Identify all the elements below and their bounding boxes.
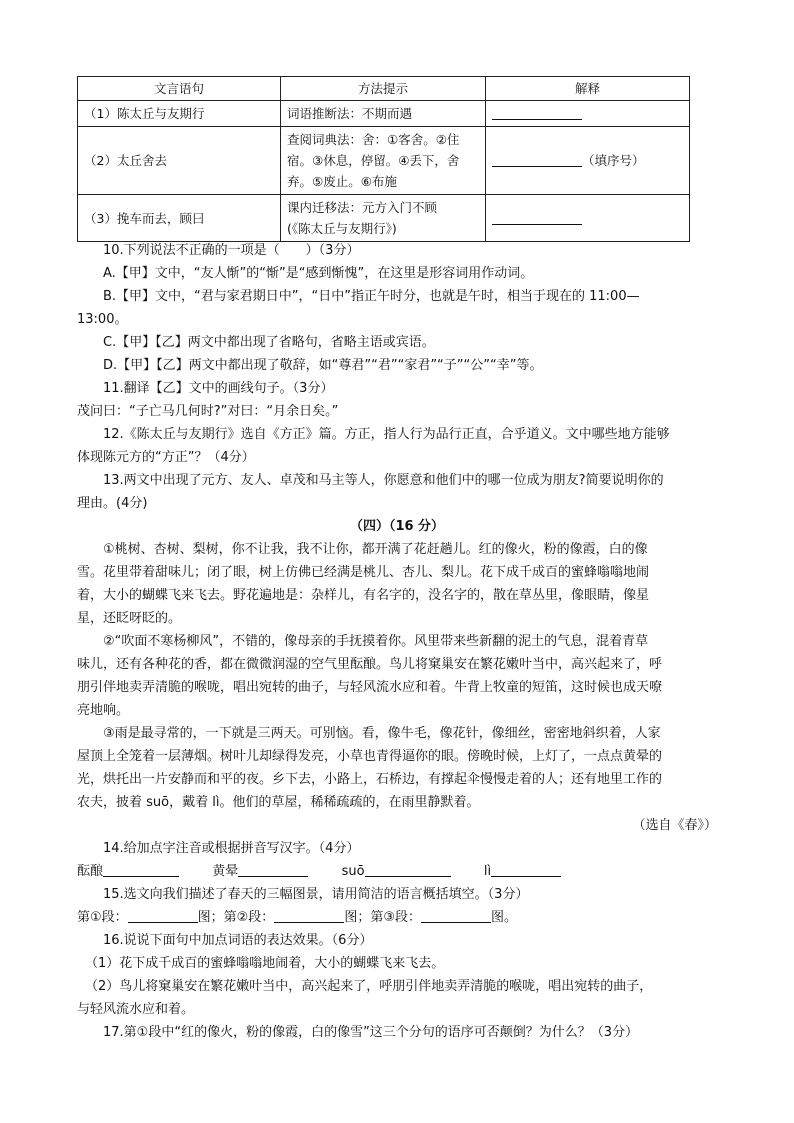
question-15: 15.选文向我们描述了春天的三幅图景，请用简洁的语言概括填空。（3分） xyxy=(103,887,529,902)
table-row xyxy=(78,195,690,242)
option-d: D.【甲】【乙】两文中都出现了敬辞，如“尊君”“君”“家君”“子”“公”“幸”等。 xyxy=(103,358,543,373)
table-header: 解释 xyxy=(486,77,690,101)
passage-line: 亮地响。 xyxy=(77,703,130,718)
question-15-fill xyxy=(77,907,717,929)
question-16: 16.说说下面句中加点词语的表达效果。（6分） xyxy=(103,933,373,948)
answer-blank[interactable] xyxy=(492,152,582,167)
passage-line: 味儿，还有各种花的香，都在微微润湿的空气里酝酿。鸟儿将窠巢安在繁花嫩叶当中，高兴起来了，呼 xyxy=(77,657,663,672)
answer-cell xyxy=(486,195,690,242)
option-b: B.【甲】文中，“君与家君期日中”，“日中”指正午时分，也就是午时，相当于现在的 11:00— xyxy=(103,289,640,304)
question-16-2-cont: 与轻风流水应和着。 xyxy=(77,1002,195,1017)
passage-line: 着，大小的蝴蝶飞来飞去。野花遍地是：杂样儿，有名字的，没名字的，散在草丛里，像眼睛，像星 xyxy=(77,588,650,603)
method-line: 宿。③休息，停留。④丢下，舍 xyxy=(287,153,460,168)
item-word: suō xyxy=(341,864,365,879)
question-16-1: （1）花下成千成百的蜜蜂嗡嗡地闹着，大小的蝴蝶飞来飞去。 xyxy=(85,956,445,971)
item-word: 酝酿 xyxy=(77,864,104,879)
fill-label: 第①段： xyxy=(77,910,128,925)
answer-blank[interactable] xyxy=(128,908,198,923)
table-row xyxy=(78,101,690,127)
answer-blank[interactable] xyxy=(365,862,451,877)
method-line: 查阅词典法：舍：①客舍。②住 xyxy=(287,132,460,147)
fill-label: 图。 xyxy=(490,910,517,925)
section-title: （四）（16 分） xyxy=(349,519,445,534)
method-line: 弃。⑤废止。⑥布施 xyxy=(287,174,397,189)
passage-line: 雪。花里带着甜味儿；闭了眼，树上仿佛已经满是桃儿、杏儿、梨儿。花下成千成百的蜜蜂嗡嗡地闹 xyxy=(77,565,650,580)
method-line: 课内迁移法：元方入门不顾 xyxy=(287,200,438,215)
item-word: lì xyxy=(483,864,492,879)
question-14: 14.给加点字注音或根据拼音写汉字。（4分） xyxy=(103,841,360,856)
question-16-2: （2）鸟儿将窠巢安在繁花嫩叶当中，高兴起来了，呼朋引伴地卖弄清脆的喉咙，唱出宛转的曲子， xyxy=(85,979,653,994)
option-c: C.【甲】【乙】两文中都出现了省略句，省略主语或宾语。 xyxy=(103,335,435,350)
question-11-text: 茂问曰：“子亡马几何时?”对曰：“月余日矣。” xyxy=(77,404,339,419)
answer-blank[interactable] xyxy=(492,105,582,120)
fill-label: 图；第②段： xyxy=(197,910,275,925)
passage-line: 农夫，披着 suō，戴着 lì。他们的草屋，稀稀疏疏的，在雨里静默着。 xyxy=(77,795,480,810)
option-b-cont: 13:00。 xyxy=(77,312,128,327)
table-header: 方法提示 xyxy=(281,77,486,101)
passage-line: ②“吹面不寒杨柳风”，不错的，像母亲的手抚摸着你。风里带来些新翻的泥土的气息，混着青草 xyxy=(103,634,649,649)
passage-line: ③雨是最寻常的，一下就是三两天。可别恼。看，像牛毛，像花针，像细丝，密密地斜织着，人家 xyxy=(103,726,661,741)
answer-blank[interactable] xyxy=(421,908,491,923)
phrase-cell: （1）陈太丘与友期行 xyxy=(78,101,281,127)
question-12: 12.《陈太丘与友期行》选自《方正》篇。方正，指人行为品行正直，合乎道义。文中哪些地方能够 xyxy=(103,427,670,442)
method-cell xyxy=(281,127,486,195)
vocab-table xyxy=(77,76,690,242)
table-row xyxy=(78,127,690,195)
phrase-cell: （3）挽车而去，顾曰 xyxy=(78,195,281,242)
passage-line: 屋顶上全笼着一层薄烟。树叶儿却绿得发亮，小草也青得逼你的眼。傍晚时候，上灯了，一点点黄晕的 xyxy=(77,749,663,764)
passage-line: 光，烘托出一片安静而和平的夜。乡下去，小路上，石桥边，有撑起伞慢慢走着的人；还有地里工作的 xyxy=(77,772,663,787)
item-word: 黄晕 xyxy=(212,864,239,879)
answer-cell xyxy=(486,127,690,195)
fill-label: 图；第③段： xyxy=(344,910,421,925)
passage-line: 朋引伴地卖弄清脆的喉咙，唱出宛转的曲子，与轻风流水应和着。牛背上牧童的短笛，这时候也成天嘹 xyxy=(77,680,663,695)
answer-cell xyxy=(486,101,690,127)
method-line: (《陈太丘与友期行》) xyxy=(287,221,397,236)
answer-blank[interactable] xyxy=(274,908,344,923)
answer-blank[interactable] xyxy=(491,862,561,877)
question-10: 10.下列说法不正确的一项是（ ）（3分） xyxy=(103,243,360,258)
question-13-cont: 理由。(4分) xyxy=(77,496,148,511)
answer-blank[interactable] xyxy=(103,862,179,877)
method-cell: 词语推断法：不期而遇 xyxy=(281,101,486,127)
question-14-items xyxy=(77,861,717,883)
answer-blank[interactable] xyxy=(492,210,582,225)
question-13: 13.两文中出现了元方、友人、卓茂和马主等人，你愿意和他们中的哪一位成为朋友?简要说明你的 xyxy=(103,473,664,488)
passage-line: 星，还眨呀眨的。 xyxy=(77,611,182,626)
method-cell xyxy=(281,195,486,242)
answer-hint: （填序号） xyxy=(582,153,645,168)
question-11: 11.翻译【乙】文中的画线句子。（3分） xyxy=(103,381,334,396)
question-17: 17.第①段中“红的像火，粉的像霞，白的像雪”这三个分句的语序可否颠倒？为什么？（3分） xyxy=(103,1025,639,1040)
source-note: （选自《春》） xyxy=(632,818,717,833)
passage-line: ①桃树、杏树、梨树，你不让我，我不让你，都开满了花赶趟儿。红的像火，粉的像霞，白的像 xyxy=(103,542,648,557)
table-header: 文言语句 xyxy=(78,77,281,101)
option-a: A.【甲】文中，“友人惭”的“惭”是“感到惭愧”，在这里是形容词用作动词。 xyxy=(103,266,534,281)
answer-blank[interactable] xyxy=(238,862,308,877)
question-12-cont: 体现陈元方的“方正”？（4分） xyxy=(77,450,255,465)
phrase-cell: （2）太丘舍去 xyxy=(78,127,281,195)
